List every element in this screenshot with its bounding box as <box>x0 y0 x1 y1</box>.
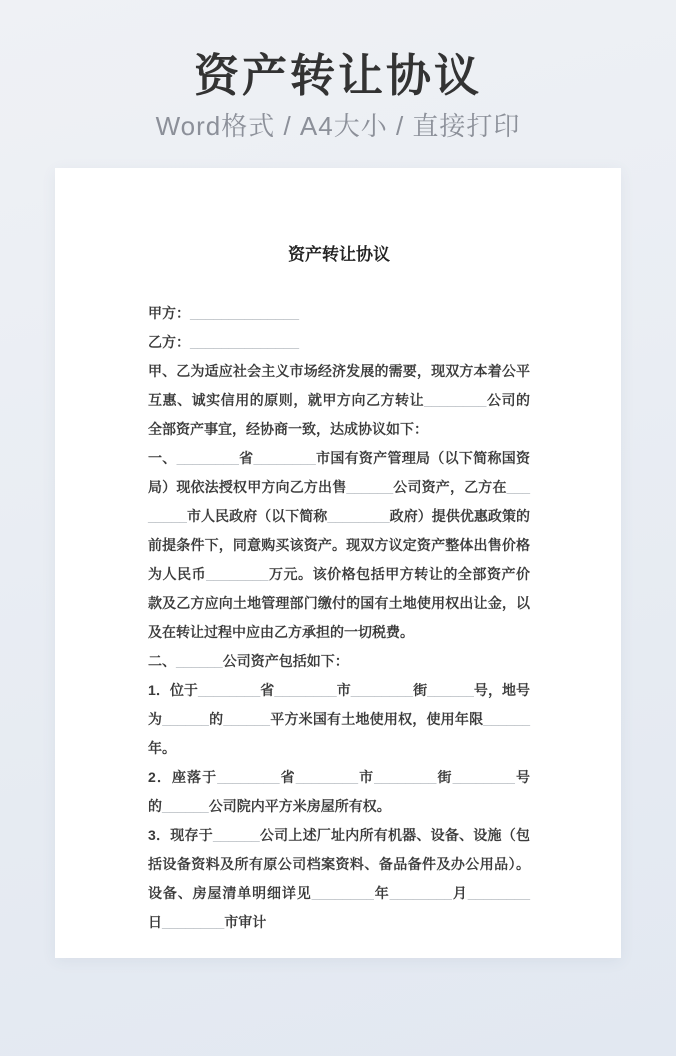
blank-line: ________ <box>148 479 531 524</box>
banner-subtitle: Word格式 / A4大小 / 直接打印 <box>155 111 521 141</box>
blank-line: ______ <box>223 711 271 727</box>
blank-line: ________ <box>311 885 374 901</box>
blank-line: ________ <box>197 682 261 698</box>
paragraph-text: 号的 <box>148 769 531 814</box>
paragraph-text: 的 <box>208 711 224 727</box>
paragraph-text: 公司上述厂址内所有机器、设备、设施（包括设备资料及所有原公司档案资料、备品备件及办公用品）。设备、房屋清单明细详见 <box>148 827 530 901</box>
paragraph-text: 3．现存于 <box>148 827 213 843</box>
paragraph-text: 街 <box>436 769 453 785</box>
paragraph-text: 月 <box>451 885 468 901</box>
blank-line: ________ <box>350 682 414 698</box>
banner-title: 资产转让协议 <box>193 50 482 101</box>
paragraph-text: 年。 <box>148 740 176 756</box>
blank-line: ________ <box>327 508 390 524</box>
paragraph-text: 万元。该价格包括甲方转让的全部资产价款及乙方应向土地管理部门缴付的国有土地使用权出让金，以及在转让过程中应由乙方承担的一切税费。 <box>148 566 531 640</box>
blank-line: ______ <box>427 682 474 698</box>
paragraph-text: 甲、乙为适应社会主义市场经济发展的需要，现双方本着公平互惠、诚实信用的原则，就甲方向乙方转让 <box>148 363 530 408</box>
blank-line: ________ <box>217 769 280 785</box>
blank-line: ______ <box>162 711 209 727</box>
document-title: 资产转让协议 <box>288 245 390 264</box>
paragraph-text: 甲方： <box>148 305 190 321</box>
document-paragraph <box>148 328 530 357</box>
paragraph-text: 公司的全部资产事宜，经协商一致，达成协议如下： <box>148 392 531 437</box>
paragraph-text: 政府）提供优惠政策的前提条件下，同意购买该资产。现双方议定资产整体出售价格为人民币 <box>148 508 531 582</box>
blank-line: ________ <box>374 769 437 785</box>
paragraph-text: 1．位于 <box>148 682 198 698</box>
blank-line: ________ <box>467 885 531 901</box>
banner <box>0 0 676 141</box>
document-paper <box>55 168 621 958</box>
blank-line: ______ <box>176 653 223 669</box>
document-paragraph <box>148 821 530 937</box>
paragraph-text: 公司资产包括如下： <box>222 653 349 669</box>
blank-line: ______________ <box>190 305 300 321</box>
paragraph-text: 二、 <box>148 653 176 669</box>
paragraph-text: 市审计 <box>224 914 267 930</box>
paragraph-text: 市国有资产管理局（以下简称国资局）现依法授权甲方向乙方出售 <box>148 450 531 495</box>
blank-line: ________ <box>452 769 515 785</box>
paragraph-text: 公司院内平方米房屋所有权。 <box>208 798 391 814</box>
document-paragraph <box>148 763 530 821</box>
paragraph-text: 省 <box>238 450 254 466</box>
blank-line: ________ <box>295 769 358 785</box>
paragraph-text: 市人民政府（以下简称 <box>186 508 328 524</box>
paragraph-text: 街 <box>413 682 428 698</box>
document-paragraph <box>148 444 530 647</box>
blank-line: ________ <box>389 885 452 901</box>
blank-line: ________ <box>176 450 239 466</box>
blank-line: ________ <box>274 682 337 698</box>
blank-line: ________ <box>424 392 487 408</box>
document-paragraph <box>148 299 530 328</box>
document-paragraph <box>148 357 530 444</box>
blank-line: ______________ <box>190 334 300 350</box>
paragraph-text: 市 <box>336 682 351 698</box>
paragraph-text: 一、 <box>148 450 177 466</box>
paragraph-text: 2．座落于 <box>148 769 218 785</box>
document-paragraph <box>148 647 530 676</box>
blank-line: ______ <box>483 711 531 727</box>
paragraph-text: 市 <box>357 769 375 785</box>
blank-line: ________ <box>162 914 225 930</box>
blank-line: ________ <box>206 566 269 582</box>
blank-line: ______ <box>346 479 394 495</box>
blank-line: ______ <box>212 827 260 843</box>
paragraph-text: 平方米国有土地使用权，使用年限 <box>270 711 484 727</box>
document-body <box>148 299 530 937</box>
document-paragraph <box>148 676 530 763</box>
paragraph-text: 省 <box>260 682 275 698</box>
paragraph-text: 日 <box>148 914 162 930</box>
paragraph-text: 年 <box>373 885 390 901</box>
paragraph-text: 乙方： <box>148 334 190 350</box>
paragraph-text: 省 <box>279 769 296 785</box>
paragraph-text: 公司资产，乙方在 <box>393 479 507 495</box>
blank-line: ________ <box>253 450 316 466</box>
blank-line: ______ <box>162 798 209 814</box>
paragraph-text: 号，地号为 <box>148 682 531 727</box>
